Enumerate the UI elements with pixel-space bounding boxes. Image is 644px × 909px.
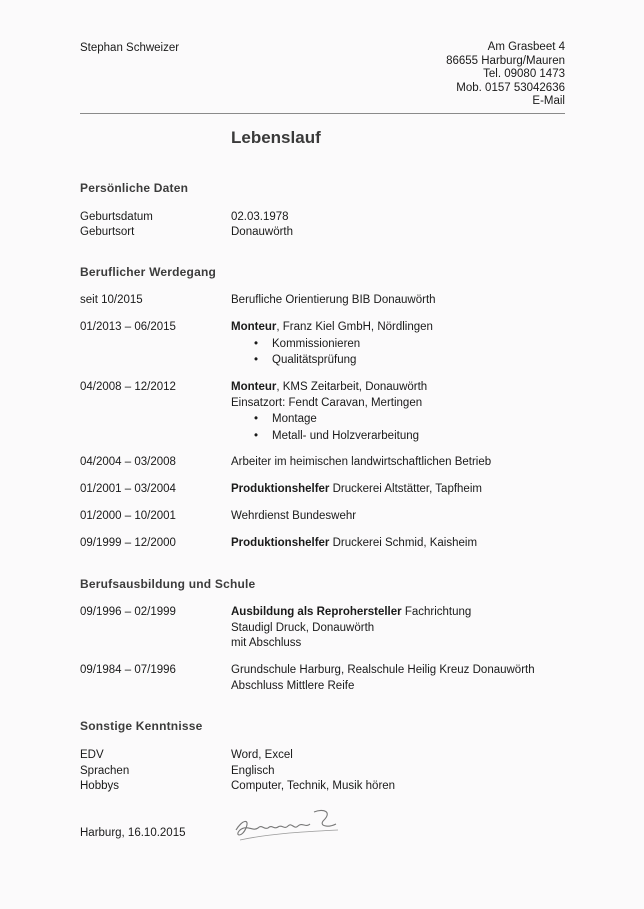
languages-label: Sprachen	[80, 765, 130, 777]
career-entry-text: Arbeiter im heimischen landwirtschaftlichen Betrieb	[231, 456, 492, 468]
birthplace-value: Donauwörth	[231, 226, 294, 238]
career-task: Metall- und Holzverarbeitung	[272, 430, 420, 442]
career-task: Qualitätsprüfung	[272, 354, 357, 366]
languages-value: Englisch	[231, 765, 275, 777]
career-entry-text: Berufliche Orientierung BIB Donauwörth	[231, 294, 436, 306]
education-entry-text	[231, 605, 471, 619]
birthdate-label: Geburtsdatum	[80, 211, 153, 223]
education-result: Abschluss Mittlere Reife	[231, 680, 355, 692]
mobile: Mob. 0157 53042636	[456, 81, 565, 94]
career-entry-text: Wehrdienst Bundeswehr	[231, 510, 357, 522]
career-entry-date: seit 10/2015	[80, 294, 143, 306]
sender-name: Stephan Schweizer	[80, 42, 180, 54]
career-entry-date: 01/2000 – 10/2001	[80, 510, 176, 522]
bullet-icon: •	[254, 354, 259, 366]
education-entry-text: Grundschule Harburg, Realschule Heilig Kreuz Donauwörth	[231, 664, 535, 676]
career-task: Montage	[272, 413, 317, 425]
career-employer: Druckerei Schmid, Kaisheim	[329, 537, 478, 549]
career-entry-date: 01/2013 – 06/2015	[80, 321, 176, 333]
career-entry-text	[231, 536, 477, 550]
bullet-icon: •	[254, 413, 259, 425]
career-entry-date: 04/2004 – 03/2008	[80, 456, 176, 468]
email: E-Mail	[532, 95, 565, 108]
career-location: Einsatzort: Fendt Caravan, Mertingen	[231, 397, 423, 409]
career-entry-date: 09/1999 – 12/2000	[80, 537, 176, 549]
education-result: mit Abschluss	[231, 637, 302, 649]
section-heading-career: Beruflicher Werdegang	[80, 265, 217, 279]
section-heading-personal: Persönliche Daten	[80, 181, 189, 195]
education-title: Ausbildung als Reprohersteller	[231, 606, 402, 618]
bullet-icon: •	[254, 430, 259, 442]
career-employer: Druckerei Altstätter, Tapfheim	[329, 483, 482, 495]
career-employer: , Franz Kiel GmbH, Nördlingen	[276, 321, 433, 333]
header-divider	[80, 113, 565, 114]
edv-label: EDV	[80, 749, 104, 761]
section-heading-skills: Sonstige Kenntnisse	[80, 719, 203, 733]
career-role: Produktionshelfer	[231, 537, 330, 549]
career-entry-text	[231, 320, 433, 334]
phone: Tel. 09080 1473	[483, 68, 565, 81]
page-title: Lebenslauf	[231, 128, 321, 147]
education-detail: Fachrichtung	[401, 606, 472, 618]
signature-icon	[228, 800, 348, 853]
career-role: Monteur	[231, 321, 277, 333]
career-employer: , KMS Zeitarbeit, Donauwörth	[276, 381, 428, 393]
career-role: Monteur	[231, 381, 277, 393]
education-entry-date: 09/1984 – 07/1996	[80, 664, 176, 676]
hobbies-label: Hobbys	[80, 780, 119, 792]
career-entry-text	[231, 380, 427, 394]
education-entry-date: 09/1996 – 02/1999	[80, 606, 176, 618]
career-entry-date: 04/2008 – 12/2012	[80, 381, 176, 393]
place-date: Harburg, 16.10.2015	[80, 827, 186, 839]
edv-value: Word, Excel	[231, 749, 293, 761]
career-task: Kommissionieren	[272, 338, 361, 350]
birthplace-label: Geburtsort	[80, 226, 135, 238]
address-city: 86655 Harburg/Mauren	[446, 54, 565, 67]
education-institution: Staudigl Druck, Donauwörth	[231, 622, 375, 634]
career-entry-text	[231, 482, 482, 496]
career-role: Produktionshelfer	[231, 483, 330, 495]
section-heading-education: Berufsausbildung und Schule	[80, 577, 256, 591]
address-street: Am Grasbeet 4	[487, 41, 565, 53]
birthdate-value: 02.03.1978	[231, 211, 289, 223]
watermark	[34, 868, 84, 882]
career-entry-date: 01/2001 – 03/2004	[80, 483, 176, 495]
hobbies-value: Computer, Technik, Musik hören	[231, 780, 396, 792]
sender-address	[446, 41, 565, 109]
bullet-icon: •	[254, 338, 259, 350]
